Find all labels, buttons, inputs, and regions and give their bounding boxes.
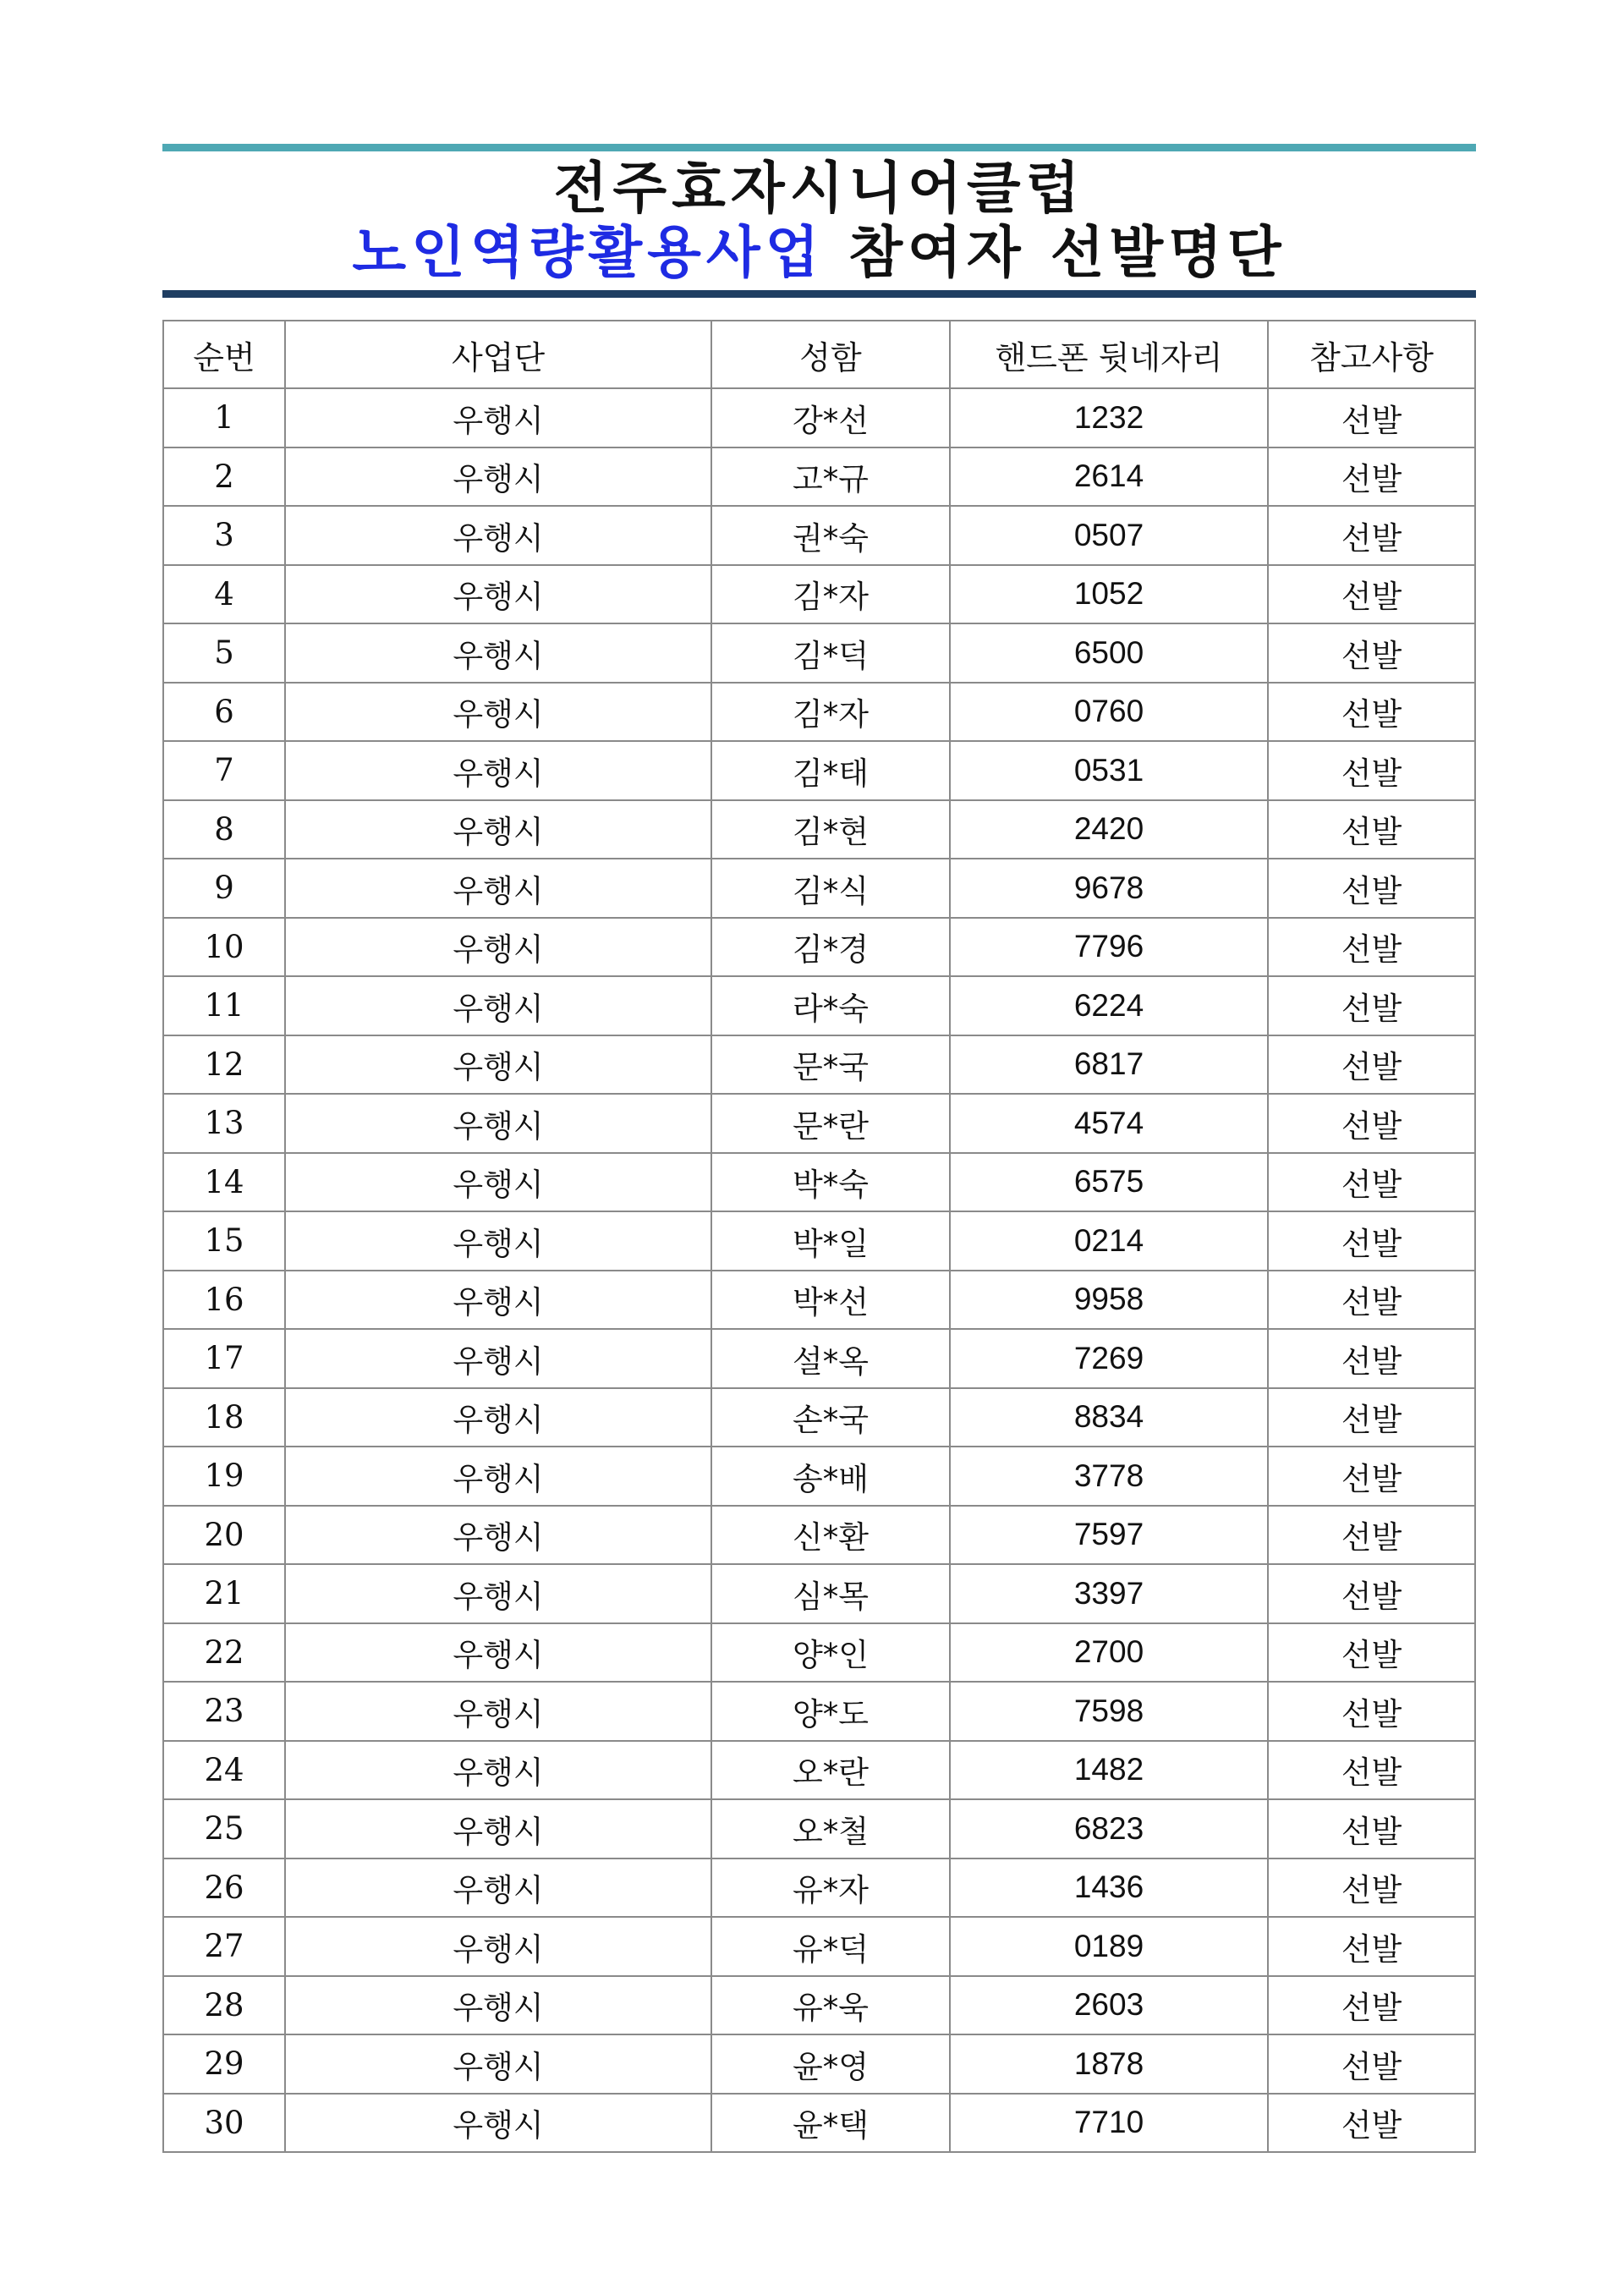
table-row: [163, 683, 1475, 742]
cell-program-group: 우행시: [285, 1035, 711, 1095]
table-header-row: [163, 321, 1475, 388]
cell-name: 고*규: [711, 447, 950, 507]
table-row: [163, 1211, 1475, 1271]
cell-name: 문*국: [711, 1035, 950, 1095]
cell-name: 송*배: [711, 1447, 950, 1506]
cell-name: 라*숙: [711, 976, 950, 1035]
cell-remarks: 선발: [1268, 800, 1475, 859]
cell-phone-last4: 1052: [950, 565, 1268, 624]
cell-remarks: 선발: [1268, 2034, 1475, 2094]
cell-remarks: 선발: [1268, 623, 1475, 683]
cell-phone-last4: 0189: [950, 1917, 1268, 1976]
cell-number: 11: [163, 976, 285, 1035]
cell-phone-last4: 1436: [950, 1859, 1268, 1918]
header-program-group: 사업단: [285, 321, 711, 388]
cell-program-group: 우행시: [285, 1859, 711, 1918]
cell-program-group: 우행시: [285, 1917, 711, 1976]
cell-remarks: 선발: [1268, 2094, 1475, 2153]
table-row: [163, 1153, 1475, 1212]
cell-program-group: 우행시: [285, 1506, 711, 1565]
cell-remarks: 선발: [1268, 1271, 1475, 1330]
cell-name: 박*선: [711, 1271, 950, 1330]
cell-name: 심*목: [711, 1564, 950, 1623]
table-row: [163, 1917, 1475, 1976]
cell-name: 손*국: [711, 1388, 950, 1447]
cell-program-group: 우행시: [285, 859, 711, 918]
cell-phone-last4: 0760: [950, 683, 1268, 742]
cell-name: 윤*택: [711, 2094, 950, 2153]
table-row: [163, 388, 1475, 447]
cell-remarks: 선발: [1268, 506, 1475, 565]
cell-remarks: 선발: [1268, 1917, 1475, 1976]
cell-remarks: 선발: [1268, 1741, 1475, 1800]
cell-phone-last4: 2603: [950, 1976, 1268, 2035]
cell-phone-last4: 6823: [950, 1799, 1268, 1859]
cell-phone-last4: 2420: [950, 800, 1268, 859]
table-row: [163, 506, 1475, 565]
cell-program-group: 우행시: [285, 565, 711, 624]
cell-program-group: 우행시: [285, 683, 711, 742]
cell-remarks: 선발: [1268, 976, 1475, 1035]
cell-remarks: 선발: [1268, 1094, 1475, 1153]
cell-number: 6: [163, 683, 285, 742]
cell-phone-last4: 6817: [950, 1035, 1268, 1095]
cell-remarks: 선발: [1268, 683, 1475, 742]
cell-program-group: 우행시: [285, 1741, 711, 1800]
cell-phone-last4: 9678: [950, 859, 1268, 918]
cell-phone-last4: 7597: [950, 1506, 1268, 1565]
cell-number: 19: [163, 1447, 285, 1506]
table-row: [163, 1329, 1475, 1388]
cell-phone-last4: 0214: [950, 1211, 1268, 1271]
cell-number: 20: [163, 1506, 285, 1565]
table-row: [163, 1623, 1475, 1683]
cell-remarks: 선발: [1268, 1329, 1475, 1388]
cell-number: 5: [163, 623, 285, 683]
header-phone-last4: 핸드폰 뒷네자리: [950, 321, 1268, 388]
cell-remarks: 선발: [1268, 918, 1475, 977]
cell-phone-last4: 7269: [950, 1329, 1268, 1388]
table-row: [163, 1682, 1475, 1741]
cell-number: 16: [163, 1271, 285, 1330]
cell-phone-last4: 8834: [950, 1388, 1268, 1447]
cell-remarks: 선발: [1268, 565, 1475, 624]
cell-program-group: 우행시: [285, 447, 711, 507]
cell-phone-last4: 9958: [950, 1271, 1268, 1330]
cell-name: 설*옥: [711, 1329, 950, 1388]
cell-number: 23: [163, 1682, 285, 1741]
cell-number: 3: [163, 506, 285, 565]
cell-program-group: 우행시: [285, 1623, 711, 1683]
cell-remarks: 선발: [1268, 1153, 1475, 1212]
cell-name: 김*자: [711, 683, 950, 742]
title-top-rule: [162, 144, 1476, 151]
table-row: [163, 1271, 1475, 1330]
cell-number: 24: [163, 1741, 285, 1800]
cell-name: 유*자: [711, 1859, 950, 1918]
cell-number: 22: [163, 1623, 285, 1683]
cell-program-group: 우행시: [285, 1976, 711, 2035]
participant-table: [162, 320, 1476, 2153]
cell-name: 오*란: [711, 1741, 950, 1800]
cell-number: 17: [163, 1329, 285, 1388]
cell-remarks: 선발: [1268, 1035, 1475, 1095]
table-row: [163, 1035, 1475, 1095]
cell-phone-last4: 7598: [950, 1682, 1268, 1741]
cell-program-group: 우행시: [285, 1329, 711, 1388]
table-row: [163, 1094, 1475, 1153]
program-name: 노인역량활용사업: [352, 220, 825, 285]
cell-program-group: 우행시: [285, 2034, 711, 2094]
cell-program-group: 우행시: [285, 506, 711, 565]
cell-program-group: 우행시: [285, 2094, 711, 2153]
cell-program-group: 우행시: [285, 800, 711, 859]
cell-phone-last4: 1232: [950, 388, 1268, 447]
cell-number: 25: [163, 1799, 285, 1859]
cell-name: 윤*영: [711, 2034, 950, 2094]
cell-name: 양*인: [711, 1623, 950, 1683]
cell-name: 유*욱: [711, 1976, 950, 2035]
table-row: [163, 1506, 1475, 1565]
cell-number: 7: [163, 741, 285, 800]
cell-program-group: 우행시: [285, 1447, 711, 1506]
cell-number: 18: [163, 1388, 285, 1447]
cell-program-group: 우행시: [285, 1094, 711, 1153]
cell-name: 문*란: [711, 1094, 950, 1153]
table-row: [163, 2034, 1475, 2094]
cell-name: 유*덕: [711, 1917, 950, 1976]
table-row: [163, 1976, 1475, 2035]
cell-number: 2: [163, 447, 285, 507]
cell-program-group: 우행시: [285, 1799, 711, 1859]
cell-number: 26: [163, 1859, 285, 1918]
cell-phone-last4: 7710: [950, 2094, 1268, 2153]
cell-name: 강*선: [711, 388, 950, 447]
cell-remarks: 선발: [1268, 1564, 1475, 1623]
header-number: 순번: [163, 321, 285, 388]
cell-remarks: 선발: [1268, 1447, 1475, 1506]
table-row: [163, 1564, 1475, 1623]
cell-number: 15: [163, 1211, 285, 1271]
table-row: [163, 741, 1475, 800]
cell-program-group: 우행시: [285, 976, 711, 1035]
table-row: [163, 1859, 1475, 1918]
cell-program-group: 우행시: [285, 1153, 711, 1212]
cell-program-group: 우행시: [285, 1211, 711, 1271]
cell-name: 김*식: [711, 859, 950, 918]
header-remarks: 참고사항: [1268, 321, 1475, 388]
cell-number: 28: [163, 1976, 285, 2035]
org-title: 전주효자시니어클럽: [553, 156, 1085, 221]
cell-name: 양*도: [711, 1682, 950, 1741]
program-title: [162, 222, 1476, 284]
cell-number: 29: [163, 2034, 285, 2094]
list-title: 참여자 선발명단: [848, 220, 1287, 285]
cell-remarks: 선발: [1268, 1682, 1475, 1741]
cell-program-group: 우행시: [285, 1564, 711, 1623]
cell-number: 14: [163, 1153, 285, 1212]
cell-remarks: 선발: [1268, 1859, 1475, 1918]
table-row: [163, 1741, 1475, 1800]
cell-program-group: 우행시: [285, 623, 711, 683]
cell-name: 김*덕: [711, 623, 950, 683]
cell-phone-last4: 3397: [950, 1564, 1268, 1623]
cell-phone-last4: 1482: [950, 1741, 1268, 1800]
cell-program-group: 우행시: [285, 1388, 711, 1447]
cell-number: 1: [163, 388, 285, 447]
cell-phone-last4: 7796: [950, 918, 1268, 977]
table-row: [163, 447, 1475, 507]
cell-program-group: 우행시: [285, 1682, 711, 1741]
table-row: [163, 859, 1475, 918]
cell-number: 21: [163, 1564, 285, 1623]
table-row: [163, 1799, 1475, 1859]
cell-number: 4: [163, 565, 285, 624]
cell-remarks: 선발: [1268, 741, 1475, 800]
cell-name: 김*경: [711, 918, 950, 977]
cell-remarks: 선발: [1268, 1388, 1475, 1447]
cell-name: 권*숙: [711, 506, 950, 565]
cell-number: 30: [163, 2094, 285, 2153]
cell-remarks: 선발: [1268, 859, 1475, 918]
cell-program-group: 우행시: [285, 388, 711, 447]
cell-phone-last4: 1878: [950, 2034, 1268, 2094]
cell-remarks: 선발: [1268, 447, 1475, 507]
cell-name: 김*현: [711, 800, 950, 859]
cell-phone-last4: 6224: [950, 976, 1268, 1035]
cell-name: 박*숙: [711, 1153, 950, 1212]
table-row: [163, 800, 1475, 859]
cell-number: 9: [163, 859, 285, 918]
cell-remarks: 선발: [1268, 1623, 1475, 1683]
cell-remarks: 선발: [1268, 1211, 1475, 1271]
cell-name: 신*환: [711, 1506, 950, 1565]
cell-phone-last4: 6500: [950, 623, 1268, 683]
cell-remarks: 선발: [1268, 1976, 1475, 2035]
cell-name: 오*철: [711, 1799, 950, 1859]
cell-name: 김*자: [711, 565, 950, 624]
cell-phone-last4: 6575: [950, 1153, 1268, 1212]
cell-phone-last4: 4574: [950, 1094, 1268, 1153]
cell-name: 박*일: [711, 1211, 950, 1271]
title-bottom-rule: [162, 290, 1476, 298]
cell-program-group: 우행시: [285, 918, 711, 977]
cell-program-group: 우행시: [285, 1271, 711, 1330]
cell-phone-last4: 0531: [950, 741, 1268, 800]
table-row: [163, 1388, 1475, 1447]
table-row: [163, 623, 1475, 683]
cell-remarks: 선발: [1268, 388, 1475, 447]
cell-remarks: 선발: [1268, 1506, 1475, 1565]
cell-phone-last4: 0507: [950, 506, 1268, 565]
cell-phone-last4: 3778: [950, 1447, 1268, 1506]
cell-program-group: 우행시: [285, 741, 711, 800]
cell-number: 12: [163, 1035, 285, 1095]
table-row: [163, 2094, 1475, 2153]
table-row: [163, 918, 1475, 977]
table-body: [163, 388, 1475, 2152]
cell-number: 8: [163, 800, 285, 859]
cell-phone-last4: 2614: [950, 447, 1268, 507]
table-row: [163, 1447, 1475, 1506]
cell-number: 13: [163, 1094, 285, 1153]
table-row: [163, 976, 1475, 1035]
cell-number: 10: [163, 918, 285, 977]
cell-remarks: 선발: [1268, 1799, 1475, 1859]
header-name: 성함: [711, 321, 950, 388]
table-row: [163, 565, 1475, 624]
cell-number: 27: [163, 1917, 285, 1976]
cell-name: 김*태: [711, 741, 950, 800]
cell-phone-last4: 2700: [950, 1623, 1268, 1683]
